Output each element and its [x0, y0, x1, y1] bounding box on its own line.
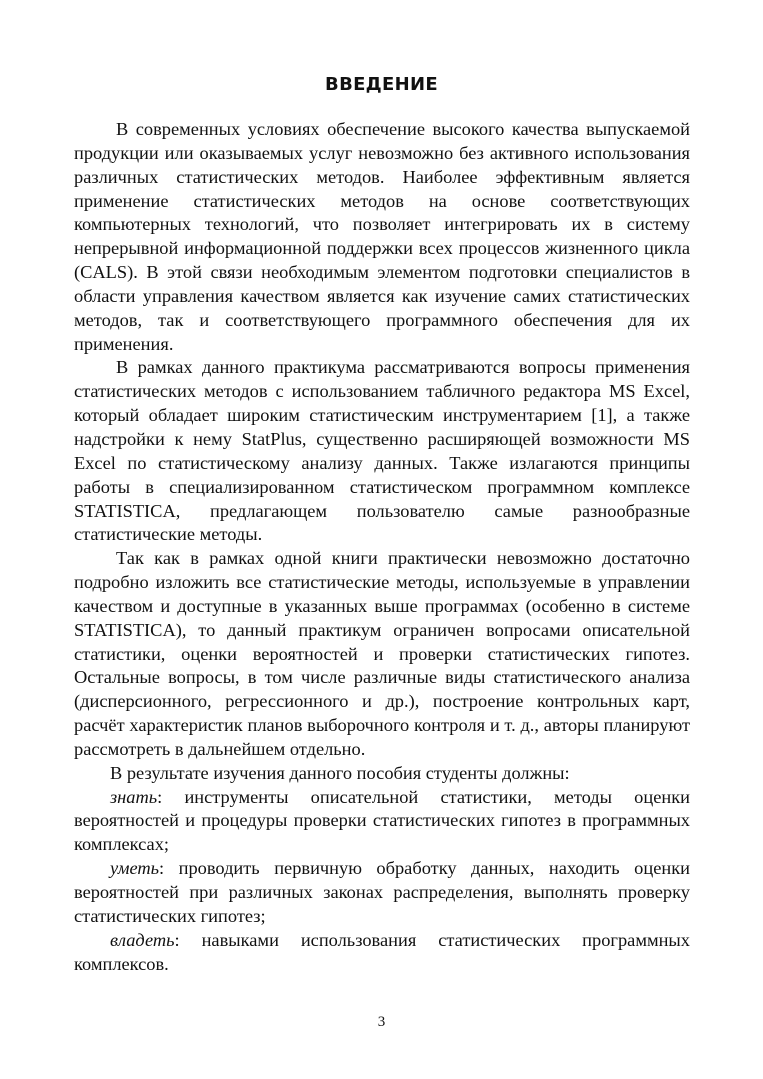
paragraph-3: Так как в рамках одной книги практически невозможно достаточно подробно изложить все статистические методы, используемые в управлении качеством и доступные в указанных выше программах (особенно в системе STATISTICA), то данный практикум ограничен вопросами описательной статистики, оценки вероятностей и проверки статистических гипотез. Остальные вопросы, в том числе различные виды статистического анализа (дисперсионного, регрессионного и др.), построение контрольных карт, расчёт характеристик планов выборочного контроля и т. д., авторы планируют рассмотреть в дальнейшем отдельно.: [74, 548, 690, 759]
competency-know: [74, 786, 690, 858]
paragraph-4: В результате изучения данного пособия студенты должны:: [110, 762, 570, 783]
competency-term: знать: [110, 786, 158, 807]
competency-master: [74, 929, 690, 977]
page-title: ВВЕДЕНИЕ: [325, 74, 438, 95]
competency-text: : проводить первичную обработку данных, находить оценки вероятностей при различных законах распределения, выполнять проверку статистических гипотез;: [74, 858, 690, 926]
competency-text: : навыками использования статистических программных комплексов.: [74, 929, 690, 974]
page-number: 3: [377, 1014, 386, 1030]
competency-can: [74, 857, 690, 929]
paragraph-1: В современных условиях обеспечение высокого качества выпускаемой продукции или оказываемых услуг невозможно без активного использования различных статистических методов. Наиболее эффективным является применение статистических методов на основе соответствующих компьютерных технологий, что позволяет интегрировать их в систему непрерывной информационной поддержки всех процессов жизненного цикла (CALS). В этой связи необходимым элементом подготовки специалистов в области управления качеством является как изучение самих статистических методов, так и соответствующего программного обеспечения для их применения.: [74, 119, 690, 354]
competency-term: владеть: [110, 929, 175, 950]
paragraph-2: В рамках данного практикума рассматриваются вопросы применения статистических методов с использованием табличного редактора MS Excel, который обладает широким статистическим инструментарием [1], а также надстройки к нему StatPlus, существенно расширяющей возможности MS Excel по статистическому анализу данных. Также излагаются принципы работы в специализированном статистическом программном комплексе STATISTICA, предлагающем пользователю самые разнообразные статистические методы.: [74, 357, 690, 545]
competency-term: уметь: [110, 858, 160, 879]
body-text: [74, 118, 690, 976]
competency-text: : инструменты описательной статистики, методы оценки вероятностей и процедуры проверки статистических гипотез в программных комплексах;: [74, 786, 690, 855]
